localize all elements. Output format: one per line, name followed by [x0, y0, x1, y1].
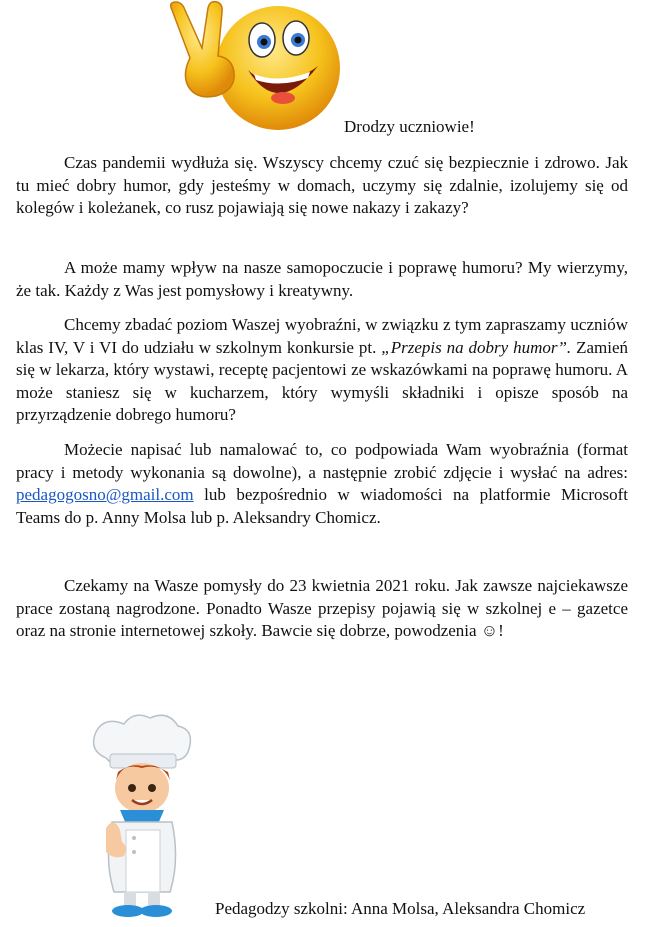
paragraph-text: Czas pandemii wydłuża się. Wszyscy chcemy czuć się bezpiecznie i zdrowo. Jak tu mieć dobry humor, gdy jesteśmy w domach, uczymy się zdalnie, izolujemy się od kolegów i koleżanek, co rusz pojawiają się nowe nakazy i zakazy? — [16, 153, 628, 217]
paragraph-text: Czekamy na Wasze pomysły do 23 kwietnia 2021 roku. Jak zawsze najciekawsze prace zostaną nagrodzone. Ponadto Wasze przepisy pojawią się w szkolnej e – gazetce oraz na stronie internetowej szkoły. Bawcie się dobrze, powodzenia ☺! — [16, 576, 628, 640]
signature-line: Pedagodzy szkolni: Anna Molsa, Aleksandra Chomicz — [215, 899, 586, 918]
chef-boy-icon — [84, 710, 200, 920]
smiley-victory-icon — [150, 0, 345, 135]
greeting-heading: Drodzy uczniowie! — [344, 117, 475, 136]
paragraph-text — [16, 314, 628, 427]
paragraph-text-part: Chcemy zbadać poziom Waszej wyobraźni, w związku z tym zapraszamy uczniów klas IV, V i VI do udziału w szkolnym konkursie pt. — [16, 315, 628, 357]
contest-title: „Przepis na dobry humor”. — [381, 337, 572, 357]
paragraph-1 — [16, 152, 628, 220]
email-link[interactable]: pedagogosno@gmail.com — [16, 485, 194, 504]
paragraph-text — [16, 439, 628, 529]
paragraph-3 — [16, 314, 628, 427]
paragraph-5 — [16, 575, 628, 643]
paragraph-4 — [16, 439, 628, 529]
paragraph-text: A może mamy wpływ na nasze samopoczucie i poprawę humoru? My wierzymy, że tak. Każdy z Was jest pomysłowy i kreatywny. — [16, 258, 628, 300]
paragraph-text-part: lub bezpośrednio w wiadomości na platformie Microsoft Teams do p. Anny Molsa lub p. Aleksandry Chomicz. — [16, 485, 628, 527]
paragraph-2 — [16, 257, 628, 302]
paragraph-text-part: Możecie napisać lub namalować to, co podpowiada Wam wyobraźnia (format pracy i metody wykonania są dowolne), a następnie zrobić zdjęcie i wysłać na adres: — [16, 440, 628, 482]
paragraph-text-part: Zamień się w lekarza, który wystawi, receptę pacjentowi ze wskazówkami na poprawę humoru. A może staniesz się w kucharzem, który wymyśli składniki i opisze sposób na przyrządzenie dobrego humoru? — [16, 337, 628, 424]
